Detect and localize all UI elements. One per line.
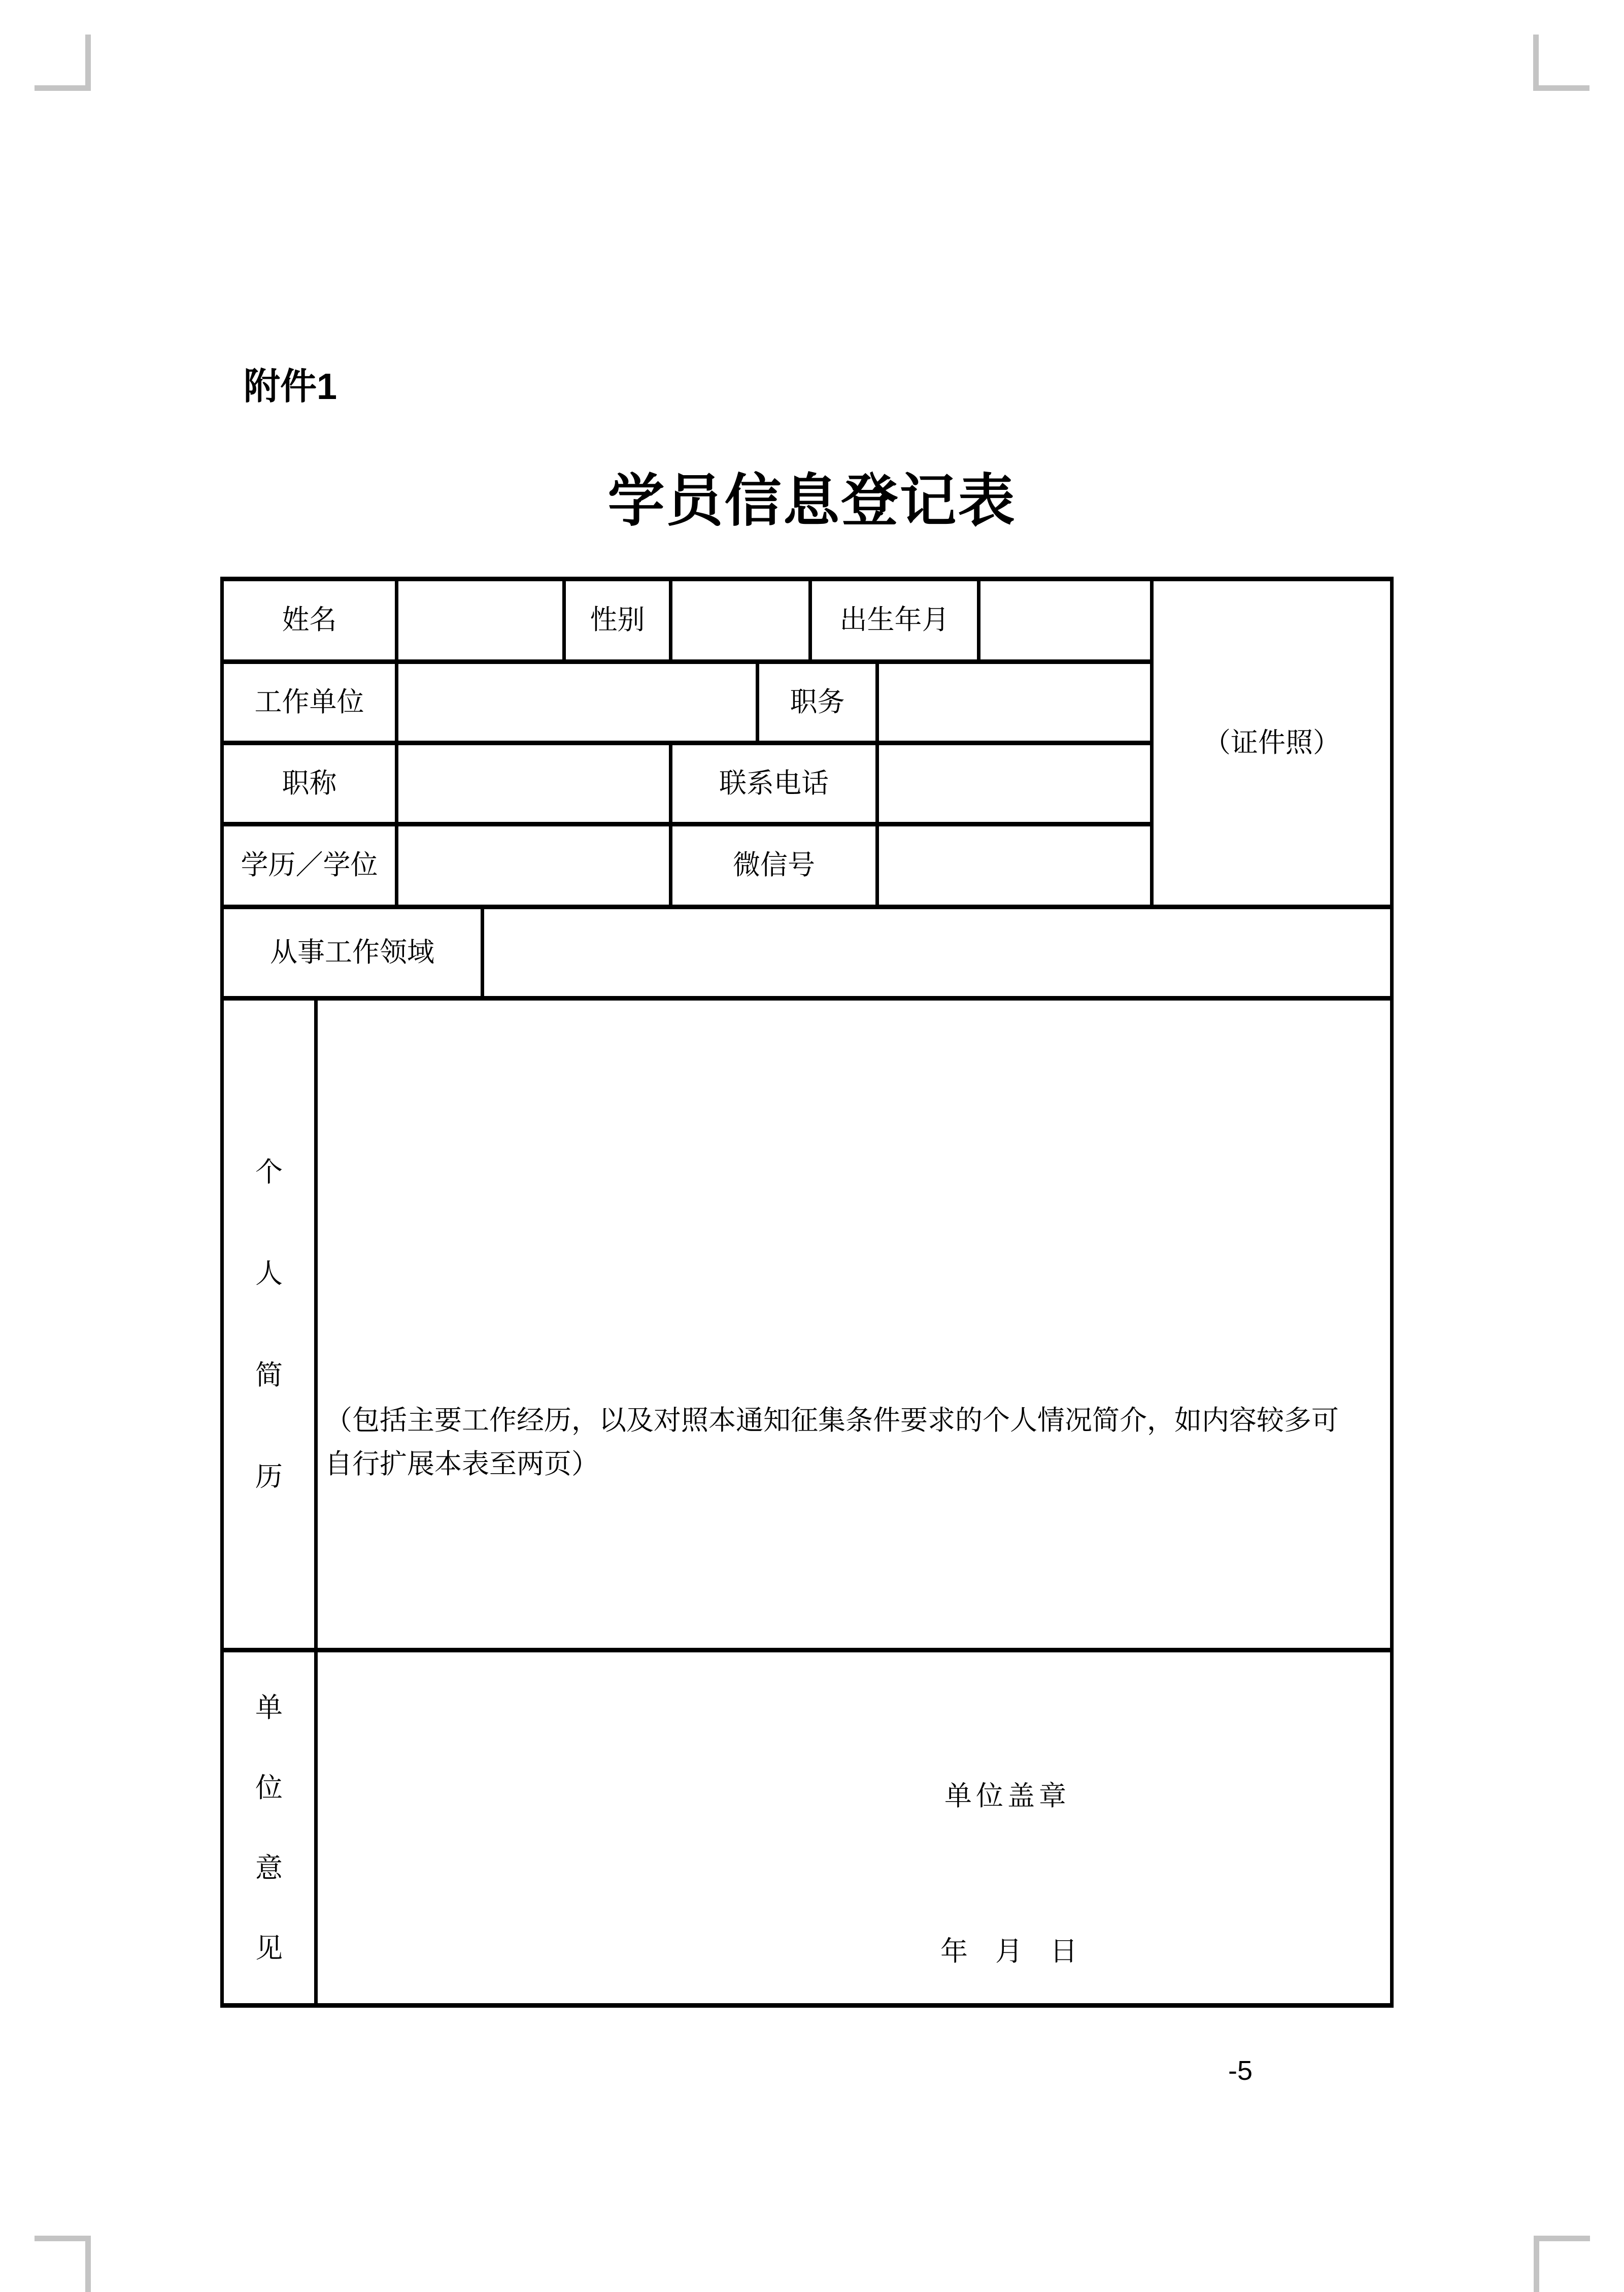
unit-seal-label: 单位盖章 [944, 1781, 1070, 1811]
table-row [222, 907, 1392, 999]
work-unit-label-cell: 工作单位 [222, 662, 397, 743]
work-unit-input-cell[interactable] [397, 662, 758, 743]
gender-label-cell: 性别 [564, 579, 671, 662]
phone-label-cell: 联系电话 [671, 743, 877, 824]
work-field-label-cell: 从事工作领域 [222, 907, 483, 999]
resume-vertical-label: 个 人 简 历 [255, 1156, 283, 1492]
resume-note-line2: 自行扩展本表至两页） [325, 1449, 599, 1479]
photo-placeholder-cell[interactable]: （证件照） [1152, 579, 1392, 907]
opinion-label-cell [222, 1650, 316, 2006]
resume-content-cell[interactable] [316, 999, 1392, 1650]
name-label-cell: 姓名 [222, 579, 397, 662]
position-input-cell[interactable] [877, 662, 1152, 743]
education-label-cell: 学历／学位 [222, 824, 397, 907]
date-label: 年 月 日 [940, 1936, 1077, 1967]
wechat-input-cell[interactable] [877, 824, 1152, 907]
resume-note [325, 1399, 1349, 1486]
birth-label-cell: 出生年月 [810, 579, 979, 662]
work-field-input-cell[interactable] [483, 907, 1392, 999]
name-input-cell[interactable] [397, 579, 564, 662]
opinion-content-cell[interactable] [316, 1650, 1392, 2006]
opinion-vertical-label: 单 位 意 见 [255, 1692, 283, 1964]
job-title-input-cell[interactable] [397, 743, 671, 824]
birth-input-cell[interactable] [979, 579, 1152, 662]
attachment-label: 附件1 [244, 367, 337, 407]
education-input-cell[interactable] [397, 824, 671, 907]
corner-mark-top-left-icon [35, 35, 91, 91]
position-label-cell: 职务 [758, 662, 877, 743]
table-row [222, 1650, 1392, 2006]
corner-mark-bottom-right-icon [1534, 2236, 1590, 2292]
corner-mark-bottom-left-icon [35, 2236, 91, 2292]
registration-form-table [220, 577, 1394, 2008]
resume-note-line1: （包括主要工作经历，以及对照本通知征集条件要求的个人情况简介，如内容较多可 [325, 1405, 1339, 1436]
page-number: -5 [1228, 2055, 1253, 2086]
table-row [222, 999, 1392, 1650]
table-row [222, 579, 1392, 662]
phone-input-cell[interactable] [877, 743, 1152, 824]
gender-input-cell[interactable] [671, 579, 810, 662]
resume-label-cell [222, 999, 316, 1650]
page-title: 学员信息登记表 [607, 469, 1017, 533]
wechat-label-cell: 微信号 [671, 824, 877, 907]
job-title-label-cell: 职称 [222, 743, 397, 824]
corner-mark-top-right-icon [1533, 35, 1589, 91]
